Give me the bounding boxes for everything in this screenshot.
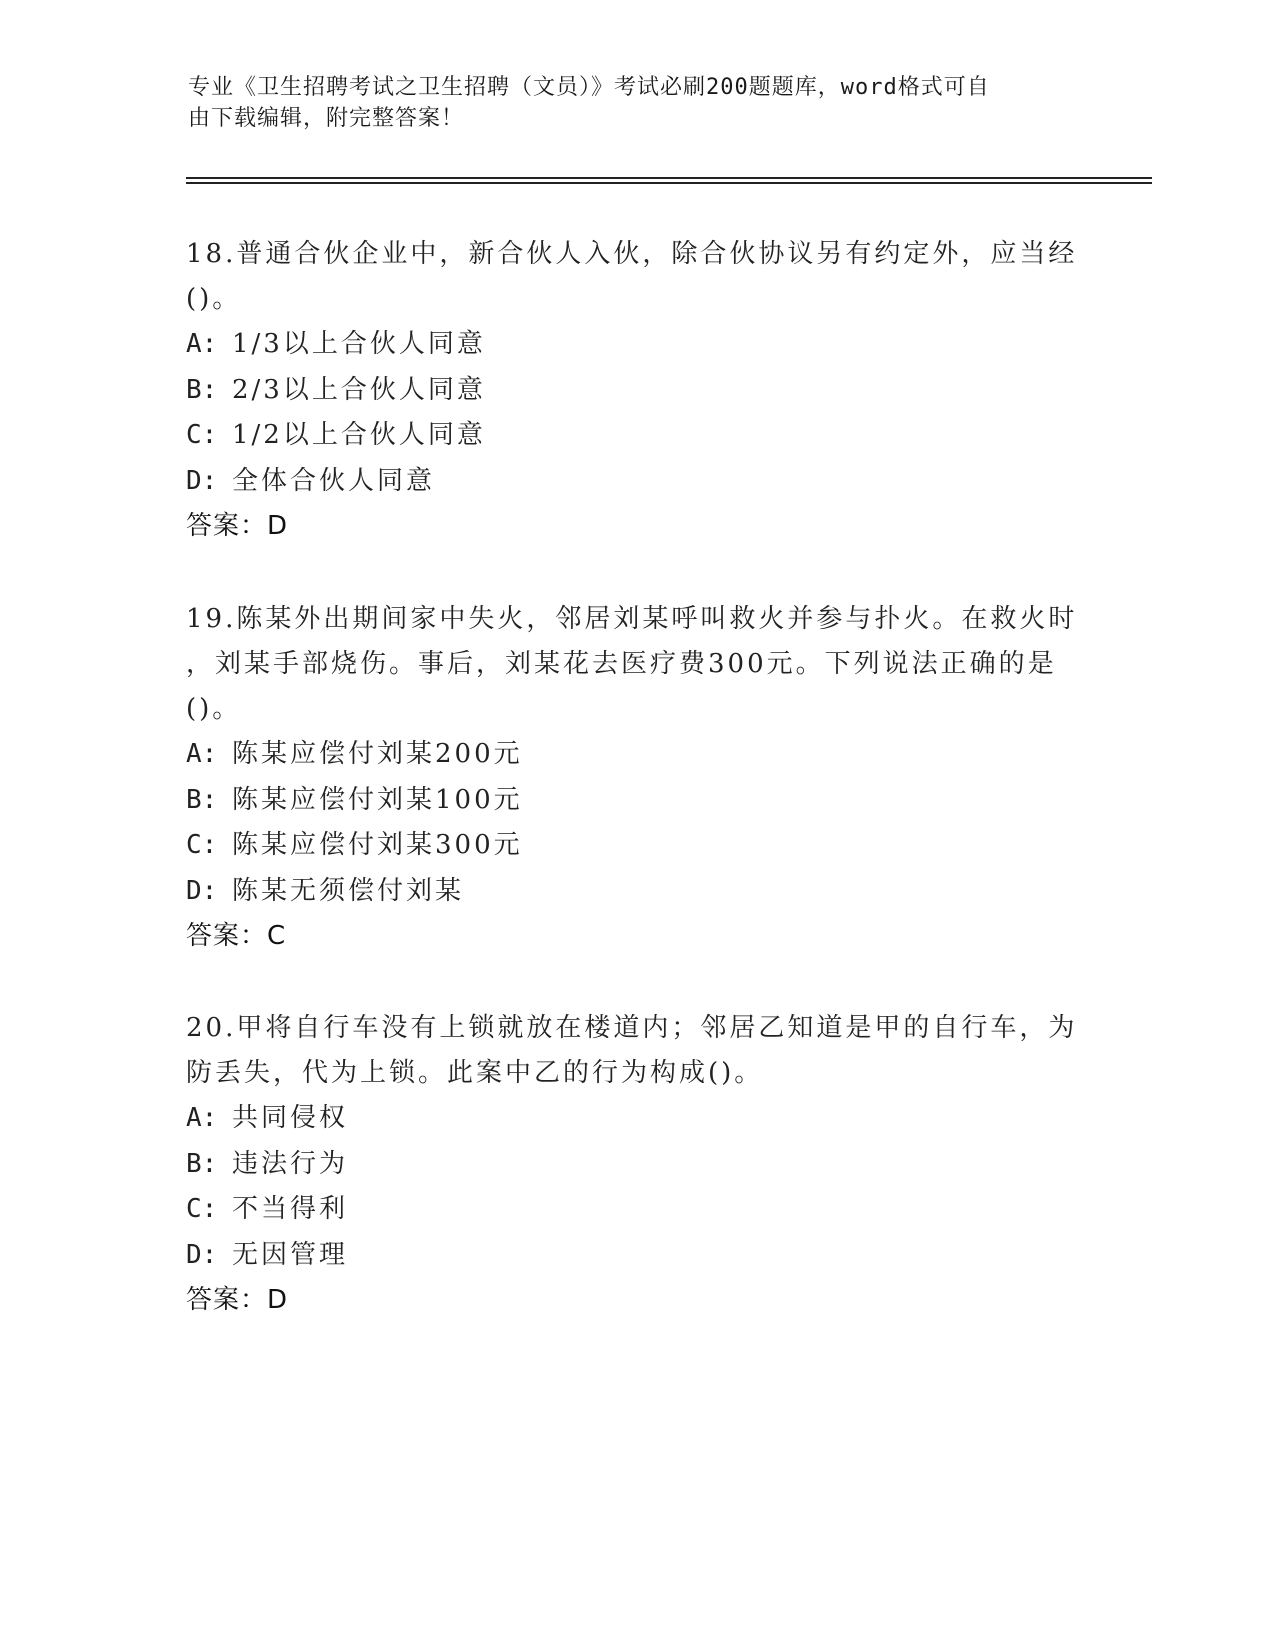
option-b [186,1142,1086,1188]
option-c [186,413,1086,459]
option-key: D: [186,875,218,906]
header-divider-bottom [186,182,1152,184]
option-key: A: [186,739,218,769]
option-c [186,1187,1086,1233]
question-text-line: 20.甲将自行车没有上锁就放在楼道内；邻居乙知道是甲的自行车，为 [186,1013,1078,1043]
option-c [186,823,1086,869]
document-header [188,72,1088,134]
option-key: A: [186,1103,218,1133]
option-key: B: [186,1148,218,1179]
option-text: 共同侵权 [232,1103,349,1133]
option-key: D: [186,1239,218,1270]
option-a [186,322,1086,368]
option-a [186,732,1086,778]
option-text: 2/3以上合伙人同意 [232,374,486,405]
option-text: 1/2以上合伙人同意 [232,420,486,450]
question-text-line: ()。 [186,694,242,724]
option-key: A: [186,329,218,359]
option-text: 不当得利 [232,1194,349,1224]
header-line-1: 专业《卫生招聘考试之卫生招聘（文员）》考试必刷200题题库，word格式可自 [188,75,990,100]
option-text: 陈某应偿付刘某100元 [232,784,523,815]
question-text-line: ，刘某手部烧伤。事后，刘某花去医疗费300元。下列说法正确的是 [186,649,1057,679]
option-text: 全体合伙人同意 [232,465,436,496]
option-d [186,869,1086,915]
question-20 [186,1006,1086,1323]
option-key: C: [186,420,218,450]
header-divider-top [186,177,1152,179]
option-key: C: [186,1194,218,1224]
answer-line: 答案：D [186,1285,289,1315]
option-key: B: [186,374,218,405]
question-text-line: 19.陈某外出期间家中失火，邻居刘某呼叫救火并参与扑火。在救火时 [186,604,1078,634]
question-19 [186,597,1086,959]
option-text: 1/3以上合伙人同意 [232,329,486,359]
answer-line: 答案：C [186,921,287,951]
option-d [186,459,1086,505]
answer-line: 答案：D [186,511,289,541]
option-text: 陈某应偿付刘某300元 [232,830,523,860]
question-text-line: ()。 [186,284,242,314]
header-line-2: 由下载编辑，附完整答案！ [188,106,465,131]
question-text-line: 18.普通合伙企业中，新合伙人入伙，除合伙协议另有约定外，应当经 [186,239,1078,269]
option-text: 陈某无须偿付刘某 [232,875,465,906]
option-text: 陈某应偿付刘某200元 [232,739,523,769]
question-text-line: 防丢失，代为上锁。此案中乙的行为构成()。 [186,1058,764,1088]
question-18 [186,232,1086,549]
option-text: 违法行为 [232,1148,349,1179]
option-d [186,1233,1086,1279]
option-b [186,778,1086,824]
option-key: B: [186,784,218,815]
option-b [186,368,1086,414]
option-key: C: [186,830,218,860]
option-text: 无因管理 [232,1239,349,1270]
option-key: D: [186,465,218,496]
option-a [186,1096,1086,1142]
